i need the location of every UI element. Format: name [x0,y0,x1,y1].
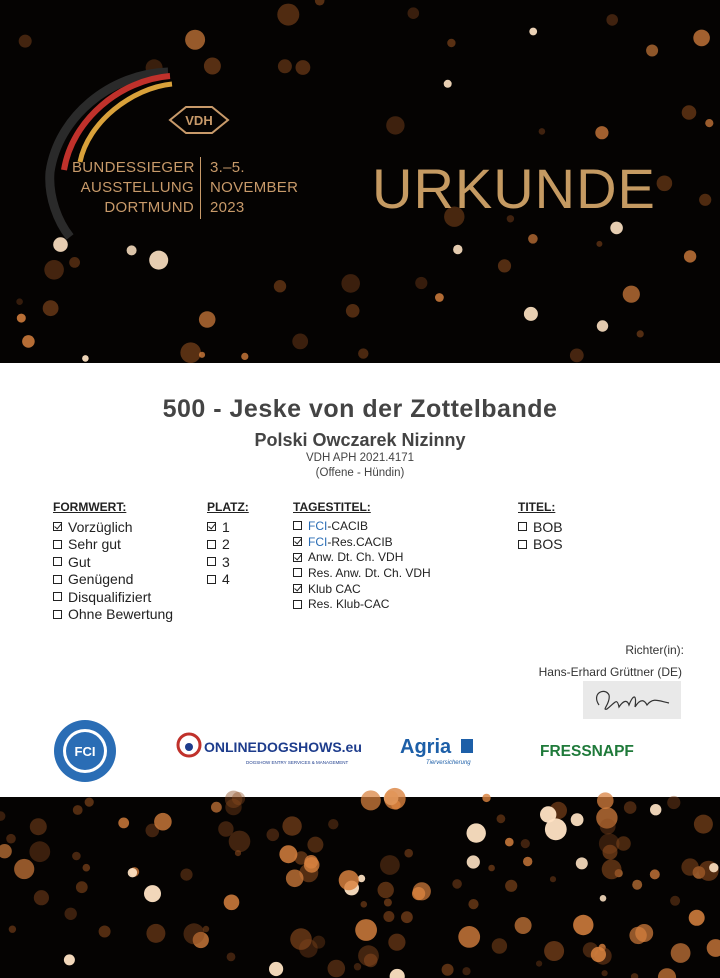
bokeh-light [99,926,111,938]
bokeh-light [670,896,680,906]
tagestitel-section [293,500,431,612]
bokeh-light [149,251,168,270]
titel-options [518,518,563,553]
bokeh-light [278,59,292,73]
bokeh-light [64,954,75,965]
dog-breed: Polski Owczarek Nizinny [254,430,466,450]
tagestitel-option [293,518,431,534]
bokeh-light [328,960,346,978]
agria-tagline: Tierversicherung [426,760,471,766]
platz-options [207,518,249,588]
formwert-option [53,536,173,554]
bokeh-light [328,819,338,829]
bokeh-light [388,934,405,951]
bokeh-light [307,837,323,853]
agria-text: Agria [400,736,452,758]
bokeh-light [521,839,530,848]
bokeh-light [467,855,480,868]
tagestitel-option-label: -CACIB [327,518,369,533]
bokeh-light [146,924,165,943]
event-line: BUNDESSIEGER [72,159,195,176]
bokeh-light [610,222,623,235]
event-name [72,158,194,218]
bokeh-light [267,829,280,842]
bokeh-light [681,858,698,875]
bokeh-light [694,815,713,834]
bokeh-light [218,821,233,836]
checkbox-checked [293,537,302,546]
bokeh-light [29,841,50,862]
bokeh-light [290,928,312,950]
bokeh-light [380,855,400,875]
onlinedogshows-logo [176,731,362,791]
bokeh-light [646,45,658,57]
fci-logo [52,718,118,778]
checkbox-unchecked [53,557,62,566]
formwert-heading: FORMWERT: [53,500,127,514]
tagestitel-option [293,534,431,550]
bokeh-light [539,128,546,135]
bokeh-light [488,865,495,872]
bokeh-light [650,804,661,815]
bokeh-light [498,259,511,272]
bokeh-light [144,885,161,902]
bokeh-light [413,882,431,900]
bokeh-light [339,870,359,890]
bokeh-light [650,869,660,879]
bokeh-light [693,30,710,47]
bokeh-light [296,60,311,75]
bokeh-light [65,908,77,920]
bokeh-light [595,126,608,139]
formwert-section [53,500,173,623]
bokeh-light [43,300,59,316]
formwert-option-label: Gut [68,553,91,570]
judge-signature [583,681,681,719]
bokeh-light [671,943,691,963]
agria-logo [400,733,480,793]
header-bokeh-background [0,0,720,363]
bokeh-light [404,849,413,858]
bokeh-light [453,245,462,254]
bokeh-light [73,805,83,815]
platz-heading: PLATZ: [207,500,249,514]
checkbox-unchecked [293,568,302,577]
bokeh-light [127,245,137,255]
checkbox-unchecked [53,540,62,549]
bokeh-light [657,176,673,192]
registration-number: VDH APH 2021.4171 [305,452,415,464]
bokeh-light [354,963,361,970]
bokeh-light [292,334,308,350]
bokeh-light [591,947,606,962]
bokeh-light [17,314,26,323]
bokeh-light [199,352,205,358]
bokeh-light [529,28,537,36]
bokeh-light [185,30,205,50]
bokeh-light [346,304,360,318]
tagestitel-options [293,518,431,612]
bokeh-light [523,857,532,866]
bokeh-light [22,335,35,348]
event-dates [210,158,298,218]
formwert-option [53,518,173,536]
bokeh-light [515,917,532,934]
bokeh-light [378,882,394,898]
checkbox-unchecked [207,557,216,566]
platz-option-label: 4 [222,571,230,588]
bokeh-light [632,880,642,890]
bokeh-light [528,234,538,244]
checkbox-unchecked [518,522,527,531]
bokeh-light [224,895,240,911]
bokeh-light [232,792,245,805]
checkbox-unchecked [207,540,216,549]
bokeh-light [602,970,608,976]
tagestitel-option-label: -Res.CACIB [327,534,393,549]
bokeh-light [204,58,221,75]
bokeh-light [467,823,486,842]
platz-option [207,571,249,589]
bokeh-light [269,962,283,976]
tagestitel-option-label: Res. Klub-CAC [308,597,390,612]
formwert-option [53,571,173,589]
bokeh-light [229,831,251,853]
bokeh-light [573,915,593,935]
bokeh-light [390,969,405,978]
certificate-body [0,363,720,797]
tagestitel-option [293,565,431,581]
bokeh-light [227,953,236,962]
bokeh-light [492,938,507,953]
tagestitel-option [293,549,431,565]
bokeh-light [0,844,12,858]
bokeh-light [682,105,697,120]
platz-option-label: 3 [222,553,230,570]
checkbox-checked [293,553,302,562]
checkbox-unchecked [293,600,302,609]
bokeh-light [447,39,455,47]
fressnapf-text: FRESSNAPF [540,743,634,760]
bokeh-light [442,964,454,976]
bokeh-light [0,811,5,821]
checkbox-unchecked [293,521,302,530]
checkbox-unchecked [53,575,62,584]
bokeh-light [597,320,608,331]
bokeh-light [667,796,680,809]
bokeh-light [82,355,89,362]
bokeh-light [505,880,517,892]
bokeh-light [118,818,129,829]
bokeh-light [184,923,205,944]
bokeh-light [658,968,676,978]
platz-option [207,536,249,554]
checkbox-unchecked [207,575,216,584]
judge-label: Richter(in): [625,643,684,657]
date-line: 2023 [210,199,245,216]
bokeh-light [629,927,646,944]
bokeh-light [408,7,420,19]
tagestitel-option-label: Res. Anw. Dt. Ch. VDH [308,565,431,580]
bokeh-light [361,901,368,908]
bokeh-lights [0,797,720,978]
bokeh-light [597,792,614,809]
show-class: (Offene - Hündin) [315,467,405,479]
tagestitel-option [293,596,431,612]
checkbox-checked [207,522,216,531]
bokeh-light [384,788,406,810]
bokeh-light [458,926,480,948]
checkbox-checked [293,584,302,593]
bokeh-light [128,868,137,877]
bokeh-light [279,845,297,863]
platz-option-label: 2 [222,536,230,553]
footer-bokeh-background [0,797,720,978]
bokeh-light [699,194,711,206]
bokeh-light [16,298,23,305]
bokeh-light [199,311,216,328]
onlinedogshows-tagline: DOGSHOW ENTRY SERVICES & MANAGEMENT [246,760,349,765]
bokeh-light [435,293,444,302]
formwert-option [53,606,173,624]
bokeh-light [384,899,392,907]
bokeh-light [383,911,394,922]
bokeh-light [312,936,325,949]
bokeh-light [550,876,556,882]
bokeh-light [282,816,301,835]
bokeh-light [154,813,172,831]
checkbox-unchecked [53,610,62,619]
formwert-option-label: Disqualifiziert [68,588,152,605]
bokeh-light [44,260,64,280]
bokeh-light [570,349,584,363]
bokeh-light [401,911,413,923]
fci-prefix: FCI [308,534,328,549]
bokeh-light [596,241,602,247]
fci-prefix: FCI [308,518,328,533]
bokeh-light [603,845,618,860]
bokeh-light [286,870,304,888]
titel-section [518,500,563,553]
bokeh-light [606,14,618,26]
document-title: URKUNDE [372,157,656,220]
checkbox-unchecked [518,540,527,549]
platz-section [207,500,249,588]
titel-option [518,536,563,554]
bokeh-light [274,280,286,292]
event-separator [200,157,201,219]
bokeh-light [241,353,248,360]
bokeh-light [304,855,318,869]
bokeh-light [69,257,80,268]
bokeh-light [277,4,299,26]
bokeh-light [452,879,462,889]
tagestitel-option-label: Klub CAC [308,581,361,596]
bokeh-light [576,857,588,869]
fressnapf-logo [540,740,664,800]
bokeh-light [631,973,638,978]
vdh-logo [166,104,232,141]
bokeh-light [85,798,94,807]
bokeh-light [505,838,514,847]
bokeh-light [524,307,538,321]
titel-heading: TITEL: [518,500,556,514]
bokeh-light [355,919,377,941]
bokeh-light [9,926,16,933]
bokeh-light [361,790,381,810]
event-line: DORTMUND [104,199,194,216]
bokeh-light [544,941,564,961]
tagestitel-heading: TAGESTITEL: [293,500,371,514]
date-line: NOVEMBER [210,179,299,196]
bokeh-light [76,881,88,893]
bokeh-light [602,859,622,879]
bokeh-light [315,0,325,6]
bokeh-light [34,890,49,905]
bokeh-light [707,939,720,957]
bokeh-light [709,863,718,872]
date-line: 3.–5. [210,159,245,176]
bokeh-light [497,814,506,823]
bokeh-light [705,119,713,127]
event-line: AUSSTELLUNG [80,179,194,196]
bokeh-light [600,819,616,835]
vdh-logo-text: VDH [185,113,213,128]
bokeh-light [211,802,222,813]
bokeh-light [468,899,478,909]
bokeh-light [19,35,32,48]
platz-option-label: 1 [222,518,230,535]
bokeh-light [6,834,16,844]
bokeh-light [341,274,360,293]
bokeh-light [444,80,452,88]
bokeh-light [571,813,584,826]
formwert-option [53,588,173,606]
bokeh-light [358,875,365,882]
formwert-option-label: Vorzüglich [68,518,133,535]
tagestitel-option-label: Anw. Dt. Ch. VDH [308,550,404,565]
platz-option [207,553,249,571]
bokeh-light [540,806,556,822]
bokeh-light [623,286,640,303]
bokeh-light [624,801,637,814]
bokeh-light [462,967,470,975]
bokeh-light [637,330,644,337]
formwert-option-label: Sehr gut [68,536,121,553]
bokeh-light [684,250,696,262]
bokeh-light [72,852,81,861]
formwert-option-label: Ohne Bewertung [68,606,174,623]
titel-option-label: BOS [533,536,563,553]
titel-option [518,518,563,536]
bokeh-light [30,818,47,835]
formwert-options [53,518,173,623]
fci-logo-text: FCI [74,744,96,759]
bokeh-light [180,869,192,881]
bokeh-light [386,116,404,134]
dog-title: 500 - Jeske von der Zottelbande [162,395,558,423]
checkbox-unchecked [53,592,62,601]
platz-option [207,518,249,536]
bokeh-light [600,895,607,902]
bokeh-light [482,794,490,802]
formwert-option-label: Genügend [68,571,134,588]
judge-name: Hans-Erhard Grüttner (DE) [538,665,682,679]
onlinedogshows-text: ONLINEDOGSHOWS.eu [204,739,362,755]
bokeh-light [536,961,542,967]
bokeh-light [415,277,427,289]
bokeh-light [689,910,705,926]
tagestitel-option [293,581,431,597]
checkbox-checked [53,522,62,531]
bokeh-light [14,859,34,879]
bokeh-light [358,348,368,358]
bokeh-light [83,864,91,872]
bokeh-light [235,850,241,856]
bokeh-light [364,954,378,968]
titel-option-label: BOB [533,518,563,535]
formwert-option [53,553,173,571]
bokeh-light [180,342,201,363]
